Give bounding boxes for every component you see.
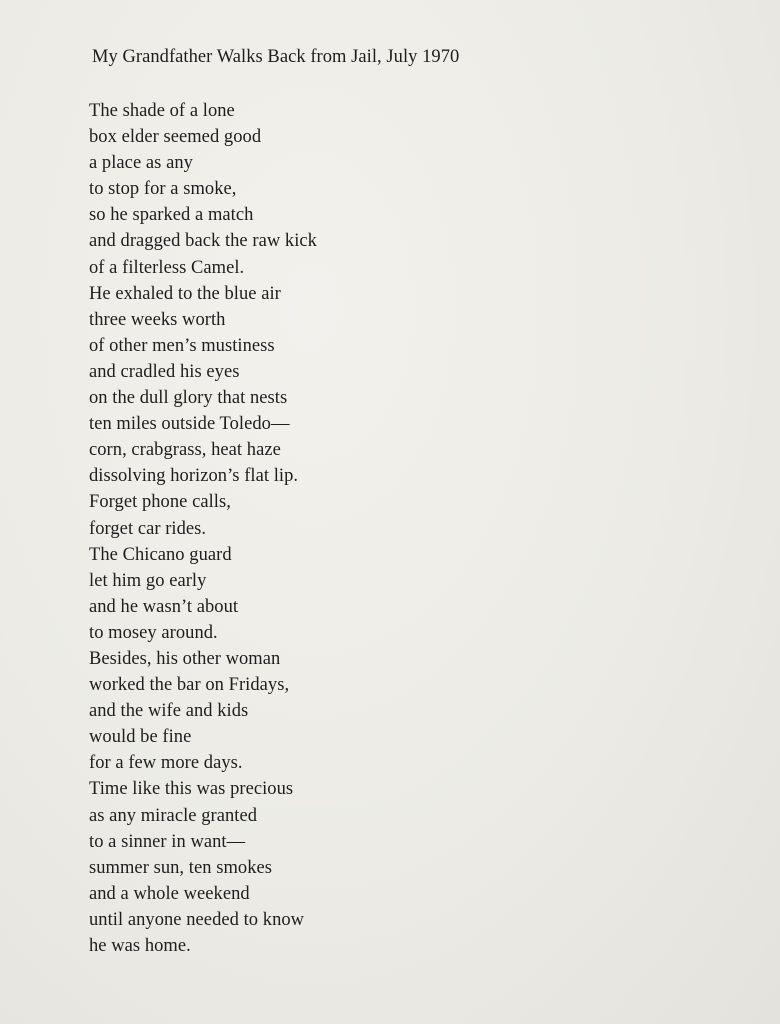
poem-line: of a filterless Camel.: [89, 257, 245, 278]
poem-line: worked the bar on Fridays,: [89, 675, 290, 696]
poem-line: would be fine: [89, 727, 192, 748]
poem-line: The shade of a lone: [89, 101, 235, 121]
poem-line: and cradled his eyes: [89, 361, 240, 382]
poem-line: as any miracle granted: [89, 805, 258, 826]
poem-line: so he sparked a match: [89, 205, 254, 226]
poem-line: dissolving horizon’s flat lip.: [89, 466, 299, 487]
poem-line: and the wife and kids: [89, 701, 249, 722]
poem-line: The Chicano guard: [89, 544, 232, 565]
poem-line: three weeks worth: [89, 309, 226, 330]
poem-line: He exhaled to the blue air: [89, 283, 281, 304]
poem-line: Forget phone calls,: [89, 492, 231, 513]
poem-line: and a whole weekend: [89, 883, 250, 904]
poem-line: summer sun, ten smokes: [89, 857, 273, 878]
poem-line: let him go early: [89, 570, 207, 591]
poem-line: corn, crabgrass, heat haze: [89, 440, 281, 461]
poem-line: to a sinner in want—: [89, 831, 246, 852]
poem-line: and dragged back the raw kick: [89, 231, 317, 252]
poem-body: [89, 98, 317, 959]
poem-line: a place as any: [89, 153, 193, 174]
poem-line: Time like this was precious: [89, 779, 294, 800]
poem-line: to mosey around.: [89, 622, 218, 643]
poem-title: My Grandfather Walks Back from Jail, July 1970: [92, 47, 460, 67]
poem-line: Besides, his other woman: [89, 648, 281, 669]
poem-line: box elder seemed good: [89, 127, 262, 148]
poem-line: and he wasn’t about: [89, 596, 239, 617]
poem-line: he was home.: [89, 936, 191, 956]
poem-line: until anyone needed to know: [89, 909, 305, 930]
poem-line: for a few more days.: [89, 753, 243, 774]
poem-line: ten miles outside Toledo—: [89, 414, 290, 435]
poem-line: of other men’s mustiness: [89, 335, 275, 356]
poem-line: forget car rides.: [89, 518, 207, 539]
poem-line: on the dull glory that nests: [89, 388, 288, 409]
poem-line: to stop for a smoke,: [89, 179, 237, 200]
